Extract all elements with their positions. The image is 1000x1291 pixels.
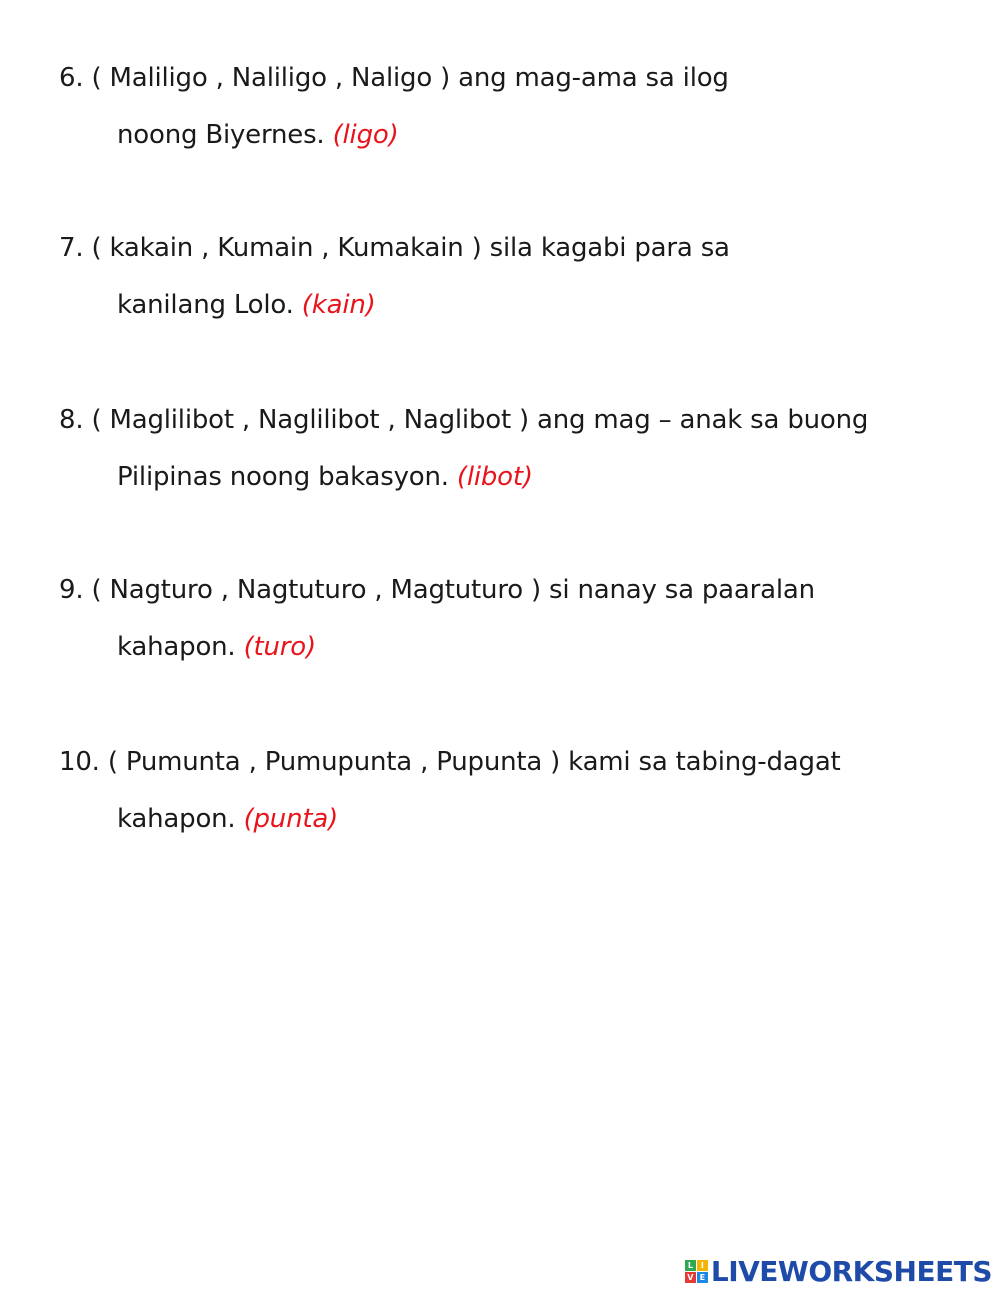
logo-mark-letter-l: L	[685, 1260, 696, 1271]
logo-mark-letter-v: V	[685, 1272, 696, 1283]
live-blocks-icon	[685, 1260, 708, 1283]
question-9-line-2-text: kahapon.	[117, 632, 244, 662]
question-7-root-word: (kain)	[301, 290, 376, 320]
question-10-line-1: 10. ( Pumunta , Pumupunta , Pupunta ) kami sa tabing-dagat	[59, 747, 841, 777]
liveworksheets-logo	[685, 1254, 992, 1288]
question-10	[59, 745, 959, 836]
question-6-root-word: (ligo)	[332, 120, 399, 150]
question-10-line-2	[59, 802, 959, 836]
question-10-line-2-text: kahapon.	[117, 804, 244, 834]
question-7-line-2	[59, 288, 959, 322]
question-10-root-word: (punta)	[243, 804, 339, 834]
question-9	[59, 573, 959, 664]
question-6-line-1: 6. ( Maliligo , Naliligo , Naligo ) ang mag-ama sa ilog	[59, 63, 729, 93]
question-8-line-2	[59, 460, 959, 494]
question-8-line-1: 8. ( Maglilibot , Naglilibot , Naglibot ) ang mag – anak sa buong	[59, 405, 869, 435]
question-6	[59, 61, 959, 152]
logo-text: LIVEWORKSHEETS	[710, 1254, 992, 1288]
question-7	[59, 231, 959, 322]
question-8	[59, 403, 959, 494]
question-8-line-2-text: Pilipinas noong bakasyon.	[117, 462, 457, 492]
question-8-root-word: (libot)	[456, 462, 533, 492]
question-7-line-1: 7. ( kakain , Kumain , Kumakain ) sila kagabi para sa	[59, 233, 730, 263]
question-9-root-word: (turo)	[243, 632, 316, 662]
question-9-line-2	[59, 630, 959, 664]
question-6-line-2	[59, 118, 959, 152]
question-6-line-2-text: noong Biyernes.	[117, 120, 333, 150]
logo-mark-letter-i: I	[697, 1260, 708, 1271]
question-9-line-1: 9. ( Nagturo , Nagtuturo , Magtuturo ) si nanay sa paaralan	[59, 575, 815, 605]
logo-mark-letter-e: E	[697, 1272, 708, 1283]
question-7-line-2-text: kanilang Lolo.	[117, 290, 302, 320]
